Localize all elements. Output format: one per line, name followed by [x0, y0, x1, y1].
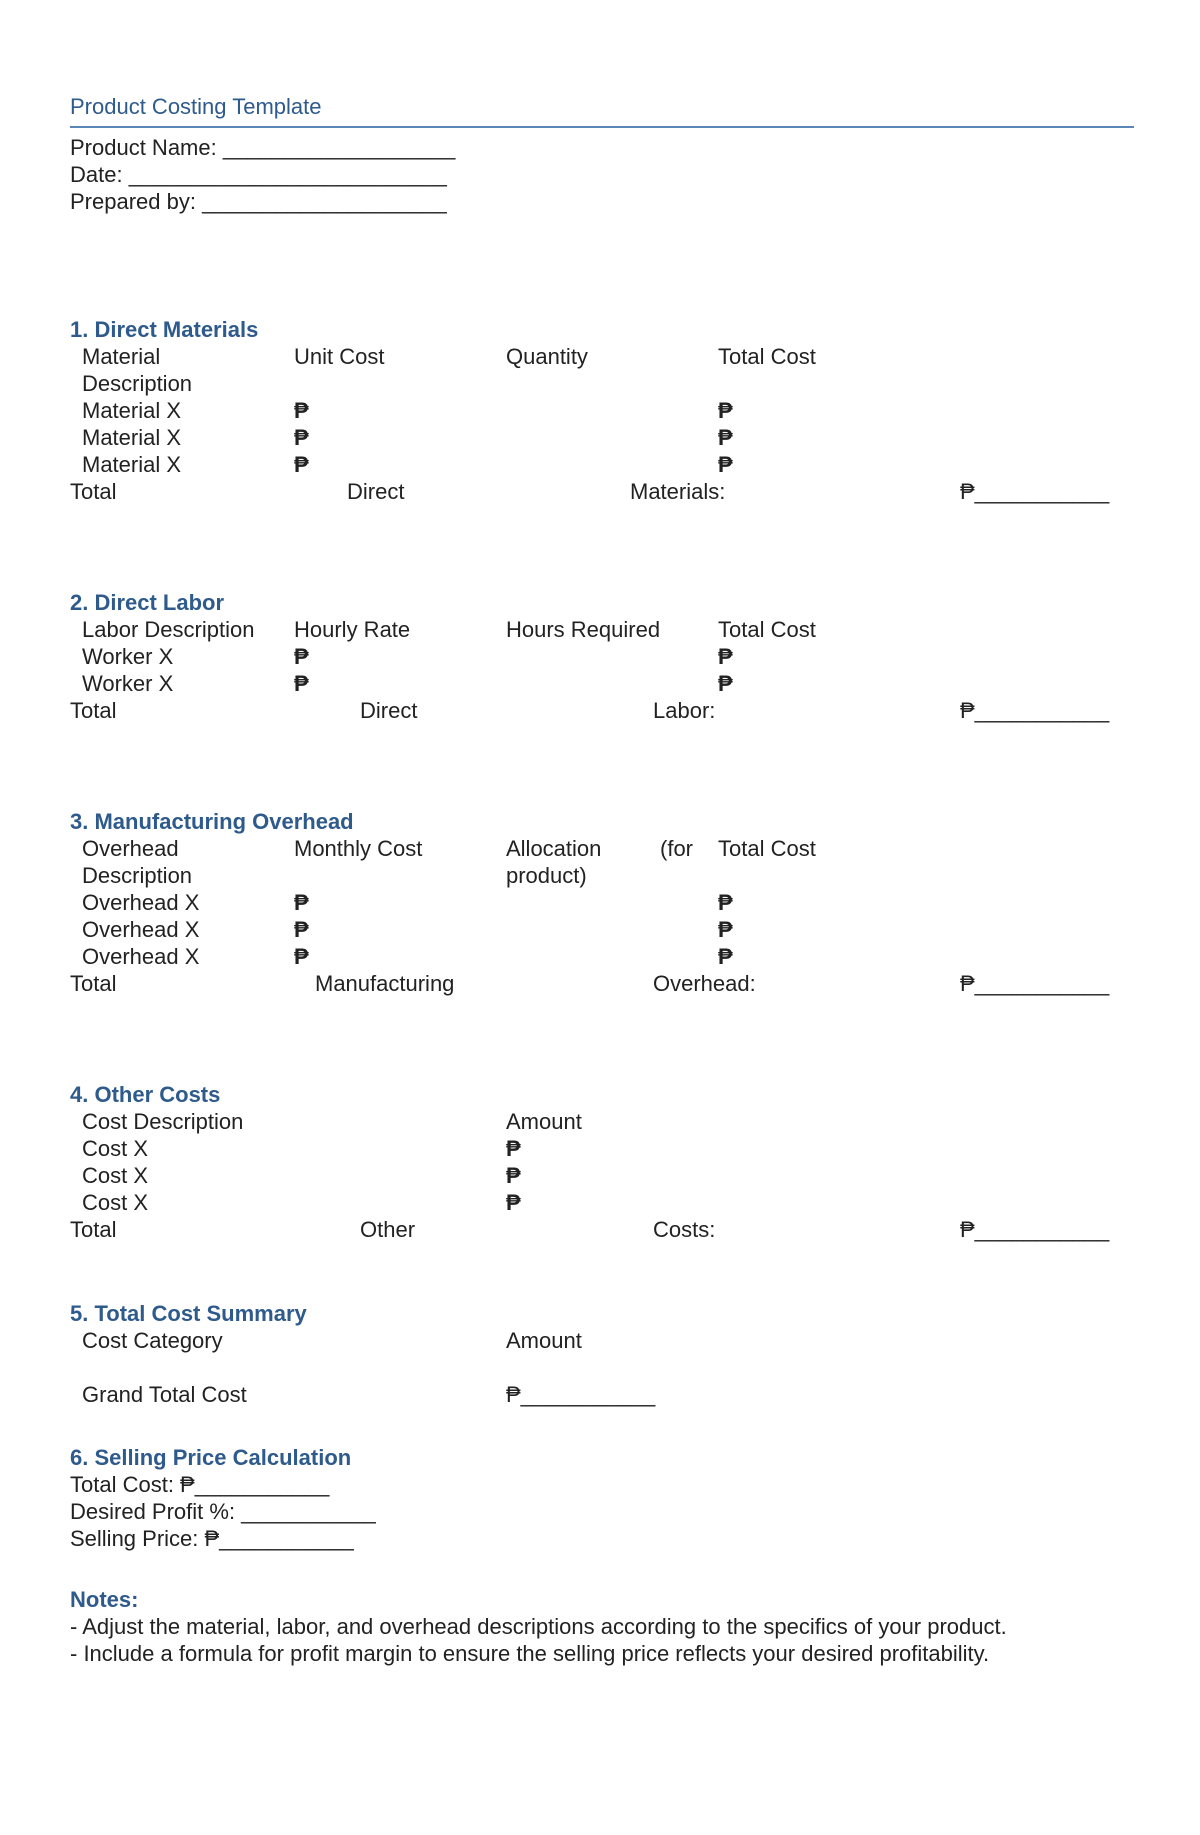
summary-header-row [70, 1327, 1134, 1354]
labor-col-total-cost: Total Cost [718, 617, 816, 642]
labor-col-hours: Hours Required [506, 617, 661, 642]
materials-col-description: Material [82, 344, 161, 369]
table-row [70, 643, 1134, 670]
worker-name: Worker X [82, 671, 174, 696]
materials-header-row [70, 343, 1134, 370]
cost-name: Cost X [82, 1136, 149, 1161]
table-row [70, 1189, 1134, 1216]
hourly-rate-cell: ₱ [294, 644, 309, 669]
cost-name: Cost X [82, 1163, 149, 1188]
overhead-name: Overhead X [82, 890, 200, 915]
selling-price: Selling Price: ₱___________ [70, 1526, 354, 1551]
table-row [70, 1135, 1134, 1162]
section-other-costs-heading: 4. Other Costs [70, 1082, 221, 1107]
overhead-col-allocation-paren: (for [660, 836, 693, 861]
amount-cell: ₱ [506, 1136, 521, 1161]
material-name: Material X [82, 398, 182, 423]
table-row [70, 451, 1134, 478]
total-word: Overhead: [653, 971, 756, 996]
overhead-header-row [70, 835, 1134, 862]
document-title: Product Costing Template [70, 94, 322, 119]
title-divider [70, 126, 1134, 128]
materials-header-row-2 [70, 370, 1134, 397]
selling-desired-profit: Desired Profit %: ___________ [70, 1499, 376, 1524]
product-name-field: Product Name: ___________________ [70, 135, 456, 160]
table-row [70, 670, 1134, 697]
worker-name: Worker X [82, 644, 174, 669]
materials-col-quantity: Quantity [506, 344, 588, 369]
total-cost-cell: ₱ [718, 671, 733, 696]
section-summary-heading: 5. Total Cost Summary [70, 1301, 307, 1326]
other-costs-total-row [70, 1216, 1134, 1243]
total-word: Total [70, 971, 117, 996]
materials-total-value: ₱___________ [960, 479, 1110, 504]
overhead-name: Overhead X [82, 917, 200, 942]
notes-heading: Notes: [70, 1587, 139, 1612]
total-word: Labor: [653, 698, 716, 723]
note-line: - Include a formula for profit margin to ensure the selling price reflects your desired profitability. [70, 1641, 990, 1666]
total-word: Manufacturing [315, 971, 455, 996]
table-row [70, 424, 1134, 451]
other-col-amount: Amount [506, 1109, 582, 1134]
section-direct-materials-heading: 1. Direct Materials [70, 317, 259, 342]
selling-total-cost: Total Cost: ₱___________ [70, 1472, 330, 1497]
total-word: Other [360, 1217, 416, 1242]
hourly-rate-cell: ₱ [294, 671, 309, 696]
grand-total-label: Grand Total Cost [82, 1382, 247, 1407]
total-word: Total [70, 1217, 117, 1242]
labor-col-description: Labor Description [82, 617, 255, 642]
labor-total-value: ₱___________ [960, 698, 1110, 723]
other-col-description: Cost Description [82, 1109, 244, 1134]
labor-col-hourly-rate: Hourly Rate [294, 617, 411, 642]
section-selling-heading: 6. Selling Price Calculation [70, 1445, 352, 1470]
grand-total-value: ₱___________ [506, 1382, 656, 1407]
unit-cost-cell: ₱ [294, 425, 309, 450]
materials-col-total-cost: Total Cost [718, 344, 816, 369]
total-word: Direct [360, 698, 418, 723]
table-row [70, 1162, 1134, 1189]
summary-col-amount: Amount [506, 1328, 582, 1353]
overhead-col-total-cost: Total Cost [718, 836, 816, 861]
note-line: - Adjust the material, labor, and overhead descriptions according to the specifics of your product. [70, 1614, 1007, 1639]
overhead-total-row [70, 970, 1134, 997]
materials-col-unit-cost: Unit Cost [294, 344, 385, 369]
labor-total-row [70, 697, 1134, 724]
total-word: Total [70, 698, 117, 723]
overhead-total-value: ₱___________ [960, 971, 1110, 996]
summary-col-category: Cost Category [82, 1328, 223, 1353]
overhead-col-monthly-cost: Monthly Cost [294, 836, 423, 861]
notes-section [70, 1586, 1134, 1667]
total-cost-cell: ₱ [718, 890, 733, 915]
overhead-col-description-2: Description [82, 863, 193, 888]
table-row [70, 916, 1134, 943]
cost-name: Cost X [82, 1190, 149, 1215]
section-overhead-heading: 3. Manufacturing Overhead [70, 809, 354, 834]
total-cost-cell: ₱ [718, 452, 733, 477]
prepared-by-field: Prepared by: ____________________ [70, 189, 447, 214]
table-row [70, 943, 1134, 970]
total-word: Direct [347, 479, 405, 504]
total-cost-cell: ₱ [718, 944, 733, 969]
materials-col-description-2: Description [82, 371, 193, 396]
amount-cell: ₱ [506, 1190, 521, 1215]
grand-total-row [70, 1381, 1134, 1408]
other-costs-total-value: ₱___________ [960, 1217, 1110, 1242]
date-field: Date: __________________________ [70, 162, 447, 187]
total-cost-cell: ₱ [718, 917, 733, 942]
table-row [70, 889, 1134, 916]
overhead-name: Overhead X [82, 944, 200, 969]
materials-total-row [70, 478, 1134, 505]
unit-cost-cell: ₱ [294, 452, 309, 477]
overhead-col-description: Overhead [82, 836, 179, 861]
total-word: Costs: [653, 1217, 716, 1242]
monthly-cost-cell: ₱ [294, 917, 309, 942]
overhead-header-row-2 [70, 862, 1134, 889]
section-direct-labor-heading: 2. Direct Labor [70, 590, 225, 615]
overhead-col-allocation-2: product) [506, 863, 587, 888]
unit-cost-cell: ₱ [294, 398, 309, 423]
material-name: Material X [82, 425, 182, 450]
labor-header-row [70, 616, 1134, 643]
total-cost-cell: ₱ [718, 398, 733, 423]
total-word: Materials: [630, 479, 726, 504]
overhead-col-allocation: Allocation [506, 836, 602, 861]
document [70, 94, 1134, 1667]
summary-spacer-row [70, 1354, 1134, 1381]
monthly-cost-cell: ₱ [294, 944, 309, 969]
total-cost-cell: ₱ [718, 425, 733, 450]
amount-cell: ₱ [506, 1163, 521, 1188]
other-costs-header-row [70, 1108, 1134, 1135]
total-cost-cell: ₱ [718, 644, 733, 669]
monthly-cost-cell: ₱ [294, 890, 309, 915]
table-row [70, 397, 1134, 424]
total-word: Total [70, 479, 117, 504]
material-name: Material X [82, 452, 182, 477]
